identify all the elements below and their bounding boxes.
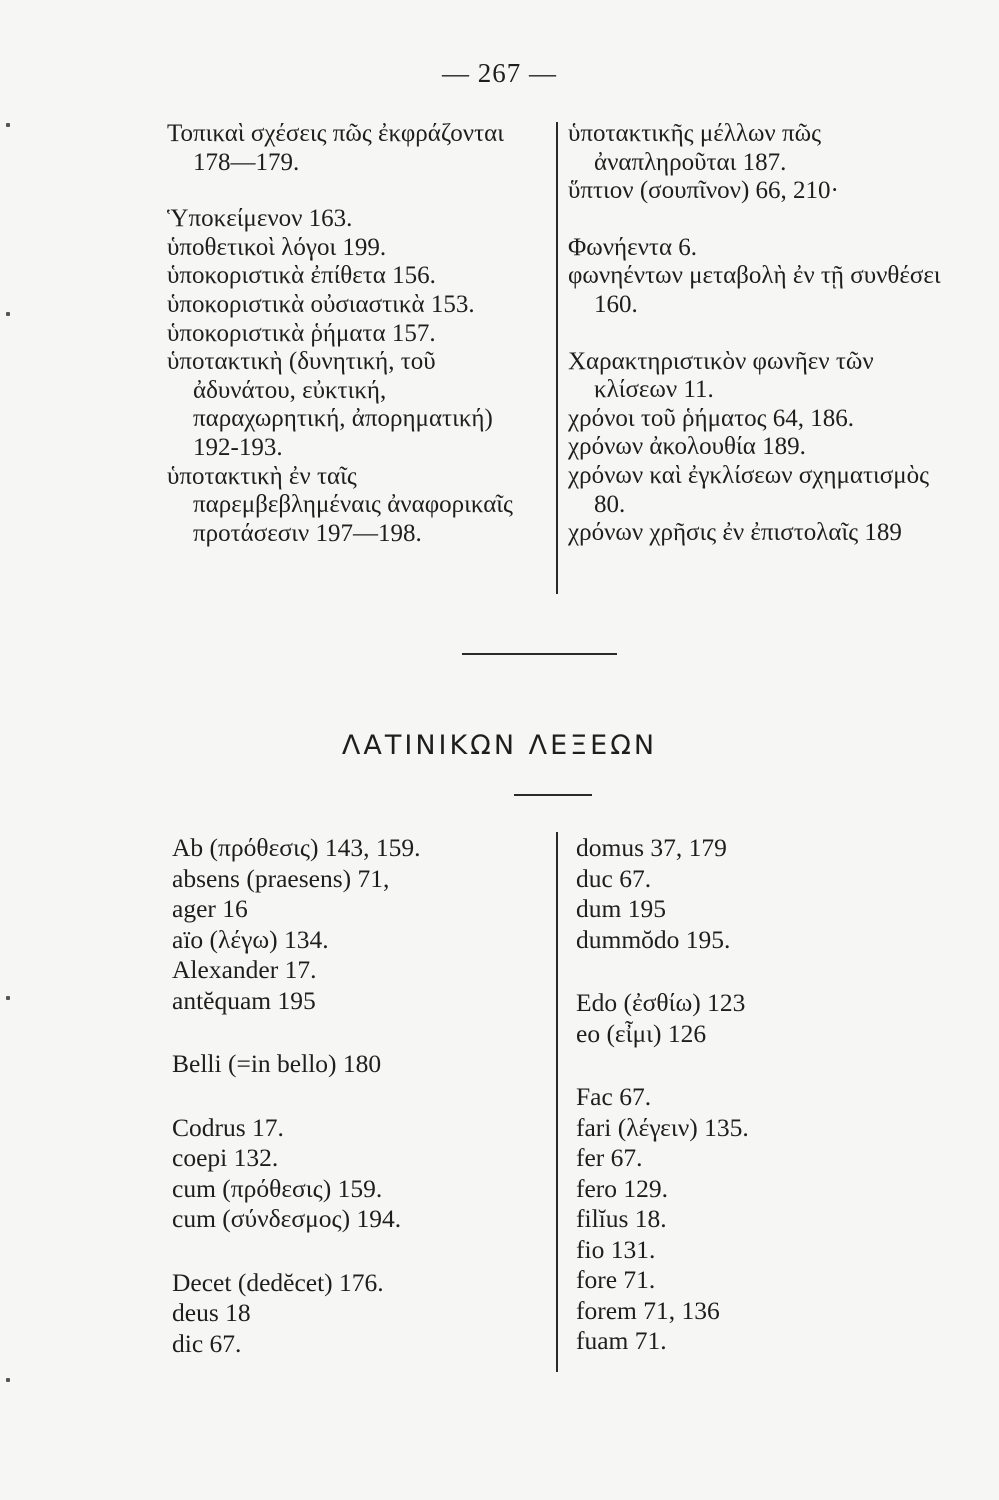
latin-index-entry: filĭus 18. (576, 1204, 667, 1233)
latin-index-entry: fore 71. (576, 1265, 656, 1294)
latin-index-entry: eo (εἶμι) 126 (576, 1018, 707, 1048)
entry-gap (167, 177, 542, 205)
greek-index-entry: Φωνήεντα 6. (568, 233, 698, 261)
greek-index-left-column (167, 120, 542, 548)
latin-index-entry: Belli (=in bello) 180 (172, 1049, 382, 1078)
latin-index-entry: ager 16 (172, 894, 248, 923)
greek-index-entry: Χαρακτηριστικὸν φωνῆεν τῶν κλίσεων 11. (568, 347, 874, 404)
latin-index-entry: Ab (πρόθεσις) 143, 159. (172, 833, 421, 862)
latin-index-left-column (172, 833, 547, 1359)
greek-index-right-column (568, 120, 953, 548)
latin-index-entry: cum (σύνδεσμος) 194. (172, 1204, 402, 1233)
greek-index-entry: φωνηέντων μεταβολὴ ἐν τῇ συνθέσει 160. (568, 262, 941, 318)
greek-index-entry: ὕπτιον (σουπῖνον) 66, 210· (568, 177, 839, 205)
latin-index-entry: fuam 71. (576, 1326, 667, 1355)
greek-index-entry: ὑποτακτικὴ ἐν ταῖς παρεμβεβλημέναις ἀναφορικαῖς προτάσεσιν 197—198. (167, 462, 513, 547)
latin-index-entry: forem 71, 136 (576, 1295, 720, 1325)
greek-index-entry: ὑποκοριστικὰ οὐσιαστικὰ 153. (167, 290, 475, 318)
greek-index-entry: Τοπικαὶ σχέσεις πῶς ἐκφράζονται 178—179. (167, 120, 504, 176)
latin-index-entry: dummŏdo 195. (576, 924, 731, 954)
page-number: — 267 — (442, 58, 557, 88)
latin-index-entry: coepi 132. (172, 1143, 279, 1172)
greek-index-entry: ὑποκοριστικὰ ῥήματα 157. (167, 319, 436, 347)
title-underline-rule (514, 794, 592, 796)
latin-index-entry: Codrus 17. (172, 1112, 284, 1142)
latin-index-entry: cum (πρόθεσις) 159. (172, 1173, 383, 1203)
latin-index-entry: Edo (ἐσθίω) 123 (576, 988, 746, 1017)
latin-index-entry: fio 131. (576, 1234, 656, 1264)
latin-index-entry: domus 37, 179 (576, 833, 727, 862)
latin-index-entry: fer 67. (576, 1143, 643, 1172)
entry-gap (172, 1080, 547, 1113)
latin-index-entry: antĕquam 195 (172, 985, 316, 1015)
greek-index-entry: ὑποτακτικὴ (δυνητική, τοῦ ἀδυνάτου, εὐκτική, παραχωρητική, ἀπορηματική) 192-193. (167, 348, 493, 461)
greek-index-entry: χρόνων καὶ ἐγκλίσεων σχηματισμὸς 80. (568, 461, 930, 518)
margin-mark (6, 312, 10, 316)
latin-index-entry: deus 18 (172, 1298, 251, 1327)
latin-index-entry: dic 67. (172, 1328, 242, 1358)
latin-index-title: ΛΑΤΙΝΙΚΩΝ ΛΕΞΕΩΝ (341, 730, 658, 761)
greek-index-entry: χρόνων ἀκολουθία 189. (568, 433, 806, 461)
latin-index-entry: Fac 67. (576, 1082, 652, 1111)
latin-index-entry: Decet (dedĕcet) 176. (172, 1267, 384, 1297)
greek-column-divider (556, 122, 558, 594)
margin-mark (6, 123, 10, 127)
latin-index-entry: dum 195 (576, 894, 666, 923)
margin-mark (6, 996, 10, 1000)
entry-gap (576, 955, 956, 988)
latin-column-divider (556, 832, 558, 1372)
latin-index-entry: fero 129. (576, 1173, 669, 1203)
latin-index-right-column (576, 833, 956, 1357)
greek-index-entry: ὑποθετικοὶ λόγοι 199. (167, 233, 387, 261)
entry-gap (172, 1016, 547, 1049)
greek-index-entry: Ὑποκείμενον 163. (167, 205, 353, 233)
latin-index-entry: fari (λέγειν) 135. (576, 1112, 749, 1142)
entry-gap (568, 206, 953, 234)
greek-index-entry: ὑποκοριστικὰ ἐπίθετα 156. (167, 262, 436, 290)
latin-index-entry: duc 67. (576, 863, 652, 893)
entry-gap (172, 1235, 547, 1268)
greek-index-entry: χρόνοι τοῦ ῥήματος 64, 186. (568, 404, 855, 432)
latin-index-entry: absens (praesens) 71, (172, 863, 390, 893)
entry-gap (576, 1049, 956, 1082)
latin-index-entry: aïo (λέγω) 134. (172, 924, 329, 954)
greek-index-entry: ὑποτακτικῆς μέλλων πῶς ἀναπληροῦται 187. (568, 120, 821, 176)
latin-index-entry: Alexander 17. (172, 955, 317, 984)
margin-mark (6, 1378, 10, 1382)
entry-gap (568, 320, 953, 348)
section-separator-rule (462, 653, 617, 655)
greek-index-entry: χρόνων χρῆσις ἐν ἐπιστολαῖς 189 (568, 519, 902, 547)
